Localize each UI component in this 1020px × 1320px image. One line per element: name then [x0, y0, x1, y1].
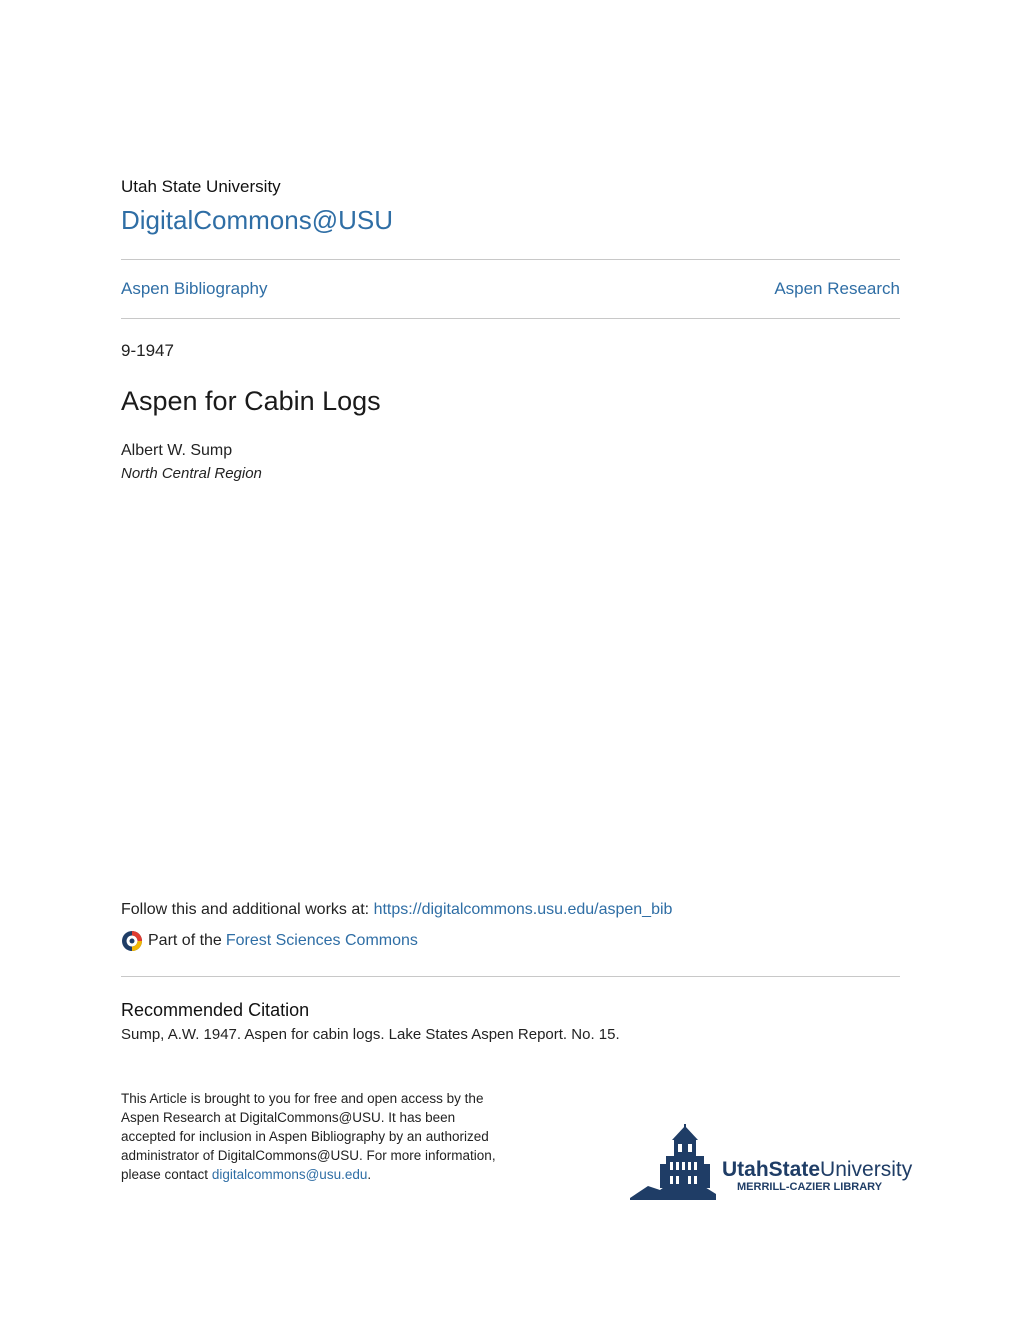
- divider: [121, 318, 900, 319]
- collection-link-bibliography[interactable]: Aspen Bibliography: [121, 279, 268, 298]
- old-main-tower-icon: [630, 1124, 716, 1200]
- follow-prefix: Follow this and additional works at:: [121, 901, 374, 918]
- commons-network-icon: [121, 930, 143, 952]
- publication-date: 9-1947: [121, 341, 174, 360]
- collection-url-link[interactable]: https://digitalcommons.usu.edu/aspen_bib: [373, 901, 673, 918]
- citation-text: Sump, A.W. 1947. Aspen for cabin logs. Lake States Aspen Report. No. 15.: [121, 1026, 620, 1043]
- repository-link[interactable]: DigitalCommons@USU: [121, 205, 394, 235]
- article-title: Aspen for Cabin Logs: [121, 386, 381, 416]
- follow-line: [121, 901, 672, 919]
- divider: [121, 259, 900, 260]
- divider: [121, 976, 900, 977]
- collection-link-research[interactable]: Aspen Research: [774, 279, 900, 298]
- logo-word-bold: UtahState: [722, 1158, 821, 1181]
- author-affiliation: North Central Region: [121, 465, 262, 482]
- usu-library-logo: [630, 1124, 913, 1204]
- part-of-line: [121, 930, 418, 952]
- logo-subtitle: MERRILL-CAZIER LIBRARY: [737, 1181, 883, 1193]
- author-name: Albert W. Sump: [121, 442, 233, 459]
- logo-wordmark: [722, 1158, 913, 1181]
- forest-sciences-commons-link[interactable]: Forest Sciences Commons: [225, 932, 418, 949]
- institution-name: Utah State University: [121, 177, 281, 196]
- access-statement-end: .: [367, 1167, 372, 1182]
- logo-word-light: University: [820, 1158, 913, 1181]
- access-statement-text: This Article is brought to you for free and open access by the Aspen Research at DigitalCommons@USU. It has been accepted for inclusion in Aspen Bibliography by an authorized administrator of DigitalCommons@USU. For more information, please contact: [121, 1091, 496, 1182]
- partof-prefix: Part of the: [148, 932, 222, 949]
- citation-heading: Recommended Citation: [121, 1000, 310, 1020]
- access-statement: [121, 1089, 513, 1184]
- contact-email-link[interactable]: digitalcommons@usu.edu: [211, 1167, 368, 1182]
